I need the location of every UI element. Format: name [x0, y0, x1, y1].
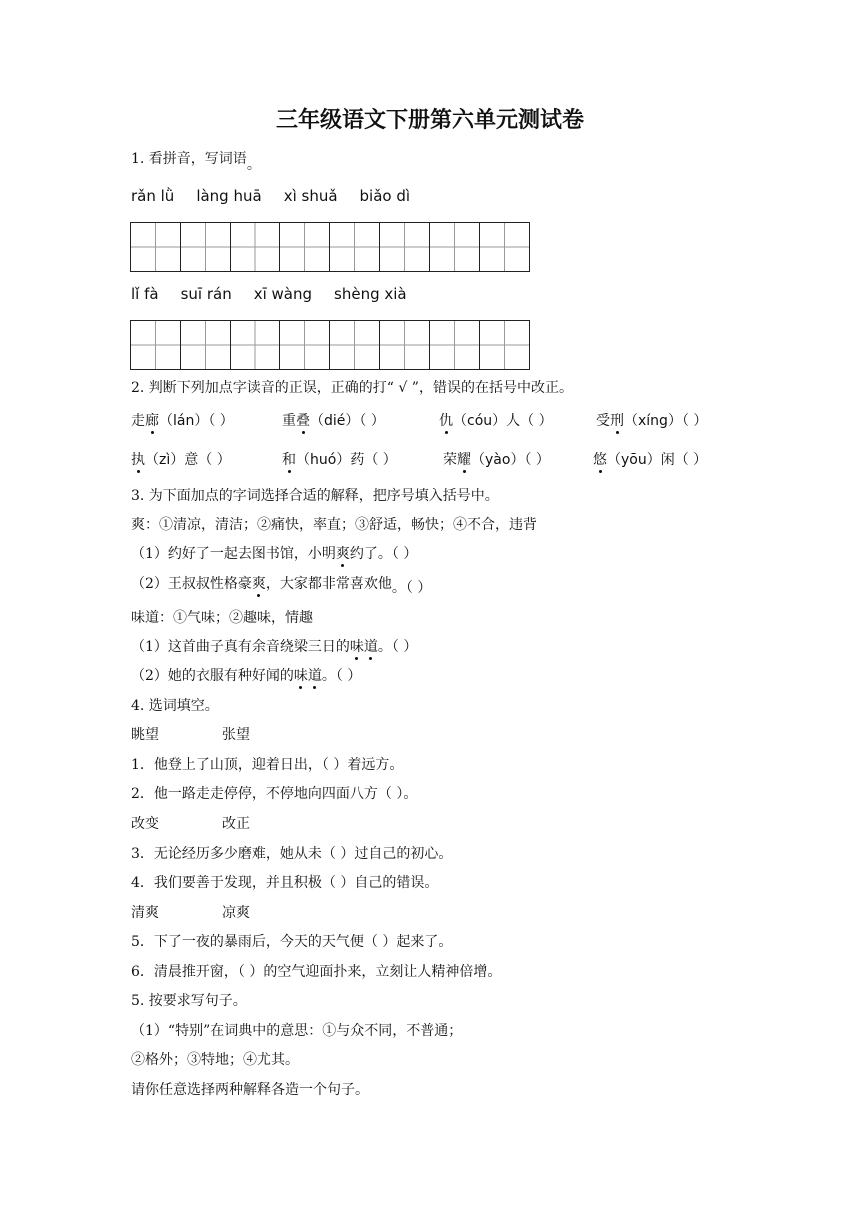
answer-blank[interactable]: 约了。（ ）: [349, 546, 418, 562]
pinyin-row-2: [131, 284, 429, 304]
dotted-char: 仇: [439, 413, 453, 429]
pinyin-row-1: [131, 186, 432, 206]
q4-word-option: 眺望: [131, 727, 159, 743]
answer-blank[interactable]: 。（ ）: [391, 580, 432, 596]
dotted-char: 爽: [251, 576, 266, 592]
writing-grid-1: [130, 222, 530, 272]
q2-pinyin: dié: [324, 413, 346, 429]
q5-heading: 5. 按要求写句子。: [131, 993, 247, 1009]
q3-text: （2）她的衣服有种好闻的: [131, 668, 294, 684]
q2-text: 药: [350, 452, 365, 468]
answer-blank[interactable]: （ ）: [520, 413, 553, 429]
dotted-char: 道: [363, 639, 378, 655]
writing-cell[interactable]: [131, 321, 181, 369]
writing-cell[interactable]: [280, 321, 330, 369]
q2-pinyin: xíng: [638, 413, 668, 429]
dotted-char: 廊: [145, 413, 159, 429]
pinyin-word: làng huā: [196, 187, 262, 205]
dotted-char: 道: [307, 668, 322, 684]
q4-sentence[interactable]: 4．我们要善于发现，并且积极（ ）自己的错误。: [131, 875, 439, 891]
q2-pinyin: yào: [485, 452, 511, 468]
answer-blank[interactable]: （ ）: [524, 452, 550, 468]
q4-word-option: 张望: [222, 727, 250, 743]
writing-cell[interactable]: [480, 321, 530, 369]
q4-sentence[interactable]: 2．他一路走走停停，不停地向四面八方（ ）。: [131, 786, 418, 802]
q2-text: 闲: [660, 452, 675, 468]
writing-cell[interactable]: [380, 223, 430, 271]
q2-text: 荣: [443, 452, 457, 468]
pinyin-word: shèng xià: [334, 285, 407, 303]
pinyin-word: xì shuǎ: [283, 187, 338, 205]
q3-heading: 3. 为下面加点的字词选择合适的解释，把序号填入括号中。: [131, 488, 499, 504]
q2-item: 重叠（dié）（ ）: [282, 413, 385, 429]
dotted-char: 味: [349, 639, 364, 655]
page-title: 三年级语文下册第六单元测试卷: [275, 107, 584, 133]
writing-cell[interactable]: [181, 321, 231, 369]
q4-word-option: 改正: [222, 816, 250, 832]
q2-text: 重: [282, 413, 296, 429]
q2-item: 走廊（lán）（ ）: [131, 413, 234, 429]
dotted-char: 执: [131, 452, 145, 468]
writing-cell[interactable]: [430, 223, 480, 271]
answer-blank[interactable]: （ ）: [198, 452, 231, 468]
q4-word-option: 清爽: [131, 905, 159, 921]
q1-heading: [131, 150, 261, 173]
q5-line: （1）“特别”在词典中的意思：①与众不同，不普通；: [131, 1023, 463, 1039]
q2-item: 和（huó）药（ ）: [282, 452, 397, 468]
q3-sentence: [131, 575, 432, 596]
q2-pinyin: lán: [173, 413, 195, 429]
dotted-char: 悠: [593, 452, 607, 468]
q3-sentence: [131, 638, 417, 656]
q4-sentence[interactable]: 5．下了一夜的暴雨后，今天的天气便（ ）起来了。: [131, 934, 453, 950]
pinyin-word: suī rán: [180, 285, 232, 303]
q4-sentence[interactable]: 6．清晨推开窗，（ ）的空气迎面扑来，立刻让人精神倍增。: [131, 964, 502, 980]
q2-item: 荣耀（yào）（ ）: [443, 452, 550, 468]
answer-blank[interactable]: （ ）: [681, 413, 708, 429]
q3-definition-1: 爽：①清凉，清洁；②痛快，率直；③舒适，畅快；④不合，违背: [131, 517, 537, 533]
answer-blank[interactable]: （ ）: [674, 452, 708, 468]
writing-cell[interactable]: [131, 223, 181, 271]
q2-item: 受刑（xíng）（ ）: [596, 413, 708, 429]
q4-sentence[interactable]: 1．他登上了山顶，迎着日出，（ ）着远方。: [131, 757, 404, 773]
q2-item: 仇（cóu）人（ ）: [439, 413, 553, 429]
q4-word-option: 凉爽: [222, 905, 250, 921]
writing-cell[interactable]: [380, 321, 430, 369]
dotted-char: 味: [293, 668, 308, 684]
writing-cell[interactable]: [430, 321, 480, 369]
dotted-char: 刑: [610, 413, 624, 429]
answer-blank[interactable]: （ ）: [208, 413, 234, 429]
writing-cell[interactable]: [231, 321, 281, 369]
q2-item: 悠（yōu）闲（ ）: [593, 452, 708, 468]
q2-pinyin: zì: [159, 452, 171, 468]
q3-sentence: [131, 545, 417, 563]
q1-heading-text: 1. 看拼音，写词语: [131, 151, 247, 167]
pinyin-word: xī wàng: [253, 285, 313, 303]
q5-line: ②格外；③特地；④尤其。: [131, 1052, 299, 1068]
dotted-char: 爽: [335, 546, 350, 562]
q3-text: （1）这首曲子真有余音绕梁三日的: [131, 639, 350, 655]
writing-cell[interactable]: [181, 223, 231, 271]
q3-definition-2: 味道：①气味；②趣味，情趣: [131, 610, 313, 626]
answer-blank[interactable]: 。（ ）: [377, 639, 418, 655]
writing-cell[interactable]: [330, 223, 380, 271]
dotted-char: 耀: [457, 452, 471, 468]
q2-item: 执（zì）意（ ）: [131, 452, 231, 468]
dotted-char: 叠: [296, 413, 310, 429]
pinyin-word: biǎo dì: [359, 187, 411, 205]
q4-sentence[interactable]: 3．无论经历多少磨难，她从未（ ）过自己的初心。: [131, 846, 453, 862]
q5-line: 请你任意选择两种解释各造一个句子。: [131, 1082, 369, 1098]
q3-text: （2）王叔叔性格豪: [131, 576, 252, 592]
q2-text: 意: [184, 452, 199, 468]
q3-text: （1）约好了一起去图书馆，小明: [131, 546, 336, 562]
q1-heading-mark: 。: [246, 157, 261, 173]
q2-pinyin: huó: [310, 452, 337, 468]
q2-heading: 2. 判断下列加点字读音的正误，正确的打“ √ ”，错误的在括号中改正。: [131, 380, 573, 396]
q2-text: 走: [131, 413, 145, 429]
answer-blank[interactable]: （ ）: [364, 452, 397, 468]
q2-pinyin: yōu: [621, 452, 647, 468]
dotted-char: 和: [282, 452, 296, 468]
writing-cell[interactable]: [330, 321, 380, 369]
q2-text: 人: [506, 413, 521, 429]
pinyin-word: rǎn lǜ: [131, 187, 175, 205]
writing-grid-2: [130, 320, 530, 370]
writing-cell[interactable]: [231, 223, 281, 271]
writing-cell[interactable]: [480, 223, 530, 271]
q4-heading: 4. 选词填空。: [131, 698, 219, 714]
answer-blank[interactable]: （ ）: [359, 413, 385, 429]
q2-text: 受: [596, 413, 610, 429]
writing-cell[interactable]: [280, 223, 330, 271]
answer-blank[interactable]: 。（ ）: [321, 668, 362, 684]
q2-pinyin: cóu: [467, 413, 493, 429]
pinyin-word: lǐ fà: [131, 285, 159, 303]
q3-sentence: [131, 667, 361, 685]
q3-text: ，大家都非常喜欢他: [265, 576, 392, 592]
q4-word-option: 改变: [131, 816, 159, 832]
